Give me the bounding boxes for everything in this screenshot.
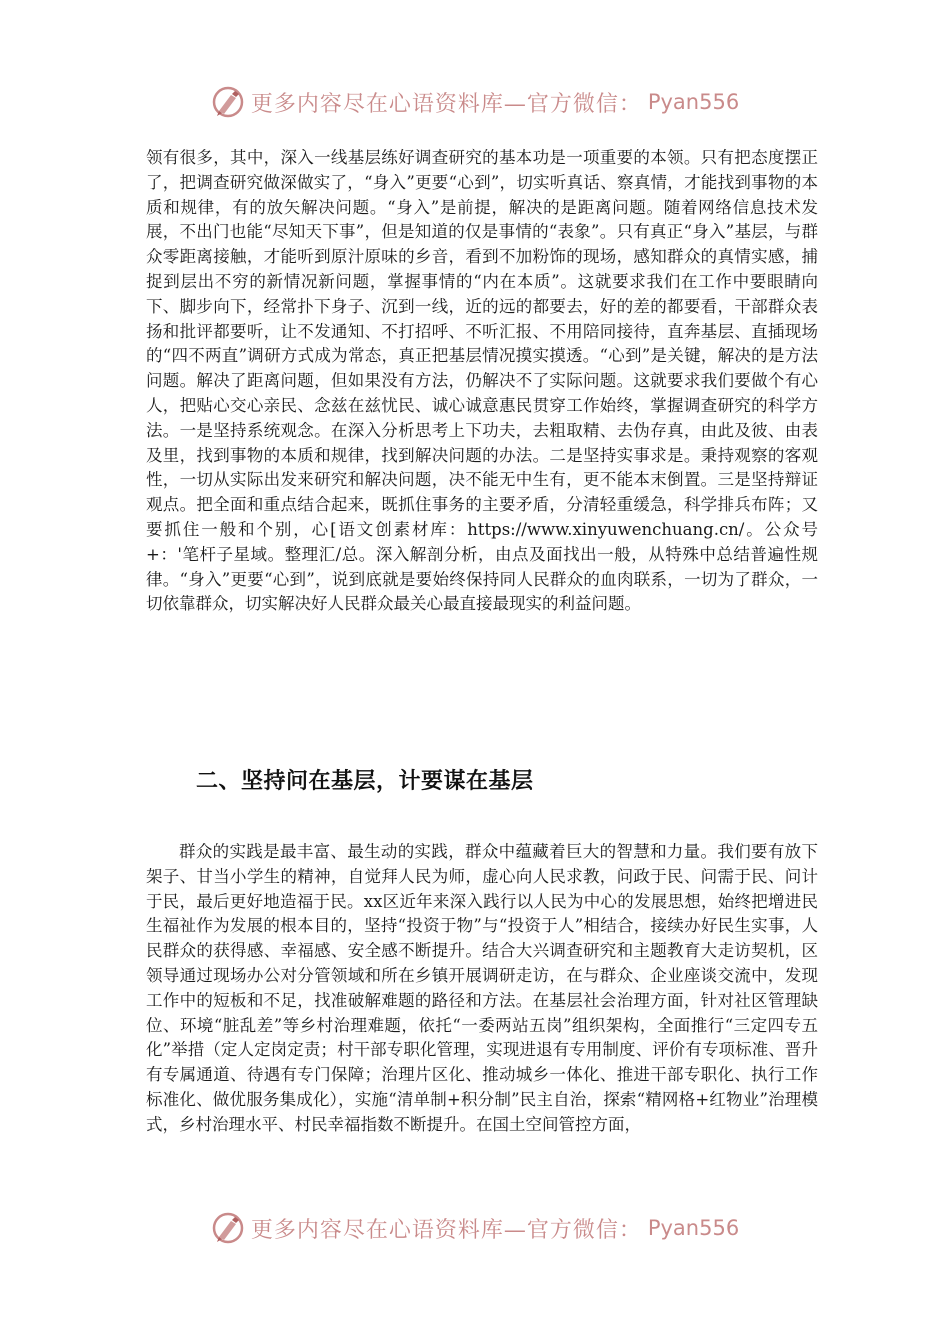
body-paragraph-1: [146, 146, 818, 617]
body-paragraph-2: [146, 840, 818, 1138]
section-heading: 二、坚持问在基层，计要谋在基层: [196, 769, 534, 794]
watermark-footer: [0, 1208, 950, 1248]
watermark-text: 更多内容尽在心语资料库—官方微信：: [250, 91, 642, 117]
watermark-text: 更多内容尽在心语资料库—官方微信：: [250, 1217, 642, 1243]
watermark-wechat-id: Pyan556: [647, 90, 740, 114]
pen-logo-icon: [211, 85, 245, 119]
paragraph-text: 群众的实践是最丰富、最生动的实践，群众中蕴藏着巨大的智慧和力量。我们要有放下架子、甘当小学生的精神，自觉拜人民为师，虚心向人民求教，问政于民、问需于民、问计于民，最后更好地造福于民。xx区近年来深入践行以人民为中心的发展思想，始终把增进民生福祉作为发展的根本目的，坚持“投资于物”与“投资于人”相结合，接续办好民生实事，人民群众的获得感、幸福感、安全感不断提升。结合大兴调查研究和主题教育大走访契机，区领导通过现场办公对分管领域和所在乡镇开展调研走访，在与群众、企业座谈交流中，发现工作中的短板和不足，找准破解难题的路径和方法。在基层社会治理方面，针对社区管理缺位、环境“脏乱差”等乡村治理难题，依托“一委两站五岗”组织架构，全面推行“三定四专五化”举措（定人定岗定责；村干部专职化管理，实现进退有专用制度、评价有专项标准、晋升有专属通道、待遇有专门保障；治理片区化、推动城乡一体化、推进干部专职化、执行工作标准化、做优服务集成化），实施“清单制+积分制”民主自治，探索“精网格+红物业”治理模式，乡村治理水平、村民幸福指数不断提升。在国土空间管控方面，: [146, 842, 818, 1134]
watermark-header: [0, 82, 950, 122]
paragraph-text: 领有很多，其中，深入一线基层练好调查研究的基本功是一项重要的本领。只有把态度摆正了，把调查研究做深做实了，“身入”更要“心到”，切实听真话、察真情，才能找到事物的本质和规律，有的放矢解决问题。“身入”是前提，解决的是距离问题。随着网络信息技术发展，不出门也能“尽知天下事”，但是知道的仅是事情的“表象”。只有真正“身入”基层，与群众零距离接触，才能听到原汁原味的乡音，看到不加粉饰的现场，感知群众的真情实感，捕捉到层出不穷的新情况新问题，掌握事情的“内在本质”。这就要求我们在工作中要眼睛向下、脚步向下，经常扑下身子、沉到一线，近的远的都要去，好的差的都要看，干部群众表扬和批评都要听，让不发通知、不打招呼、不听汇报、不用陪同接待，直奔基层、直插现场的“四不两直”调研方式成为常态，真正把基层情况摸实摸透。“心到”是关键，解决的是方法问题。解决了距离问题，但如果没有方法，仍解决不了实际问题。这就要求我们要做个有心人，把贴心交心亲民、念兹在兹忧民、诚心诚意惠民贯穿工作始终，掌握调查研究的科学方法。一是坚持系统观念。在深入分析思考上下功夫，去粗取精、去伪存真，由此及彼、由表及里，找到事物的本质和规律，找到解决问题的办法。二是坚持实事求是。秉持观察的客观性，一切从实际出发来研究和解决问题，决不能无中生有，更不能本末倒置。三是坚持辩证观点。把全面和重点结合起来，既抓住事务的主要矛盾，分清轻重缓急，科学排兵布阵；又要抓住一般和个别，心[语文创素材库：https://www.xinyuwenchuang.cn/。公众号+：'笔杆子星域。整理汇/总。深入解剖分析，由点及面找出一般，从特殊中总结普遍性规律。“身入”更要“心到”，说到底就是要始终保持同人民群众的血肉联系，一切为了群众，一切依靠群众，切实解决好人民群众最关心最直接最现实的利益问题。: [146, 148, 818, 614]
watermark-wechat-id: Pyan556: [647, 1216, 740, 1240]
pen-logo-icon: [211, 1211, 245, 1245]
